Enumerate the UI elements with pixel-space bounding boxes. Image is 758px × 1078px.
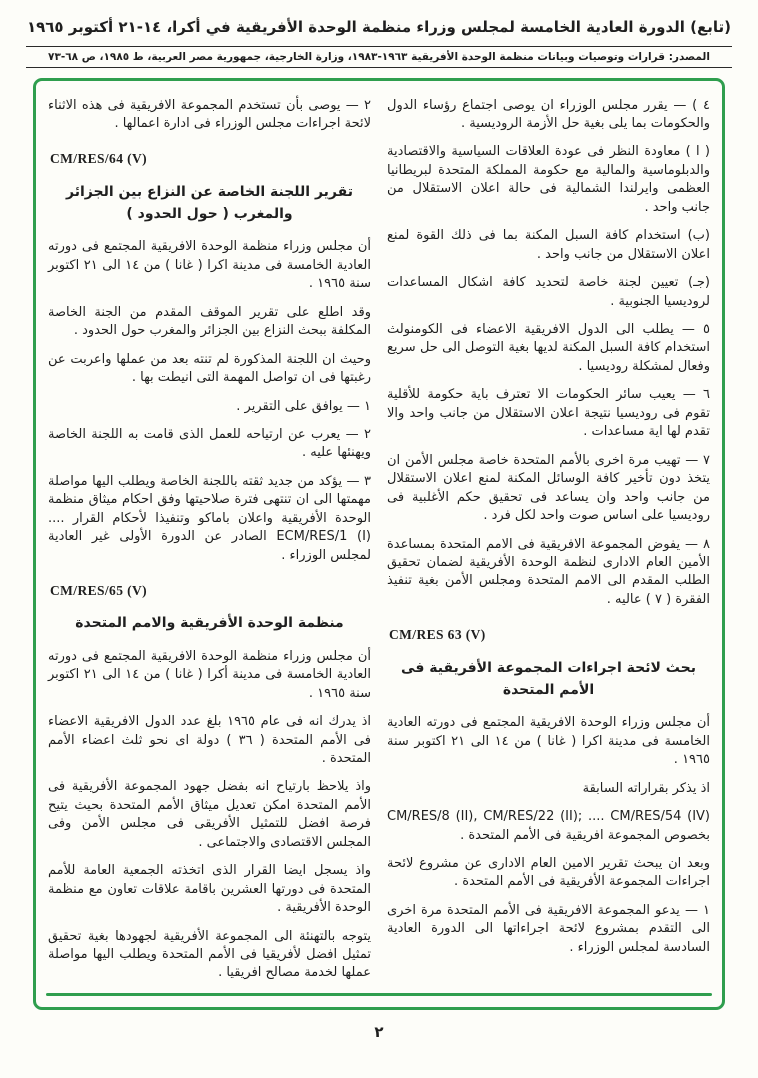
document-title: (تابع) الدورة العادية الخامسة لمجلس وزراء منظمة الوحدة الأفريقية في أكرا، ١٤-٢١ أكتوبر ١٩٦٥	[26, 18, 732, 36]
paragraph: وحيث ان اللجنة المذكورة لم تنته بعد من عملها واعربت عن رغبتها فى ان تواصل المهمة التى انيطت بها .	[48, 351, 371, 386]
resolution-ref: CM/RES/64 (V)	[50, 151, 148, 167]
header-rule-bottom	[26, 67, 732, 68]
paragraph: (جـ) تعيين لجنة خاصة لتحديد كافة اشكال المساعدات لروديسيا الجنوبية .	[387, 275, 710, 309]
paragraph: واذ يلاحظ بارتياح انه بفضل جهود المجموعة الأفريقية فى الأمم المتحدة امكن تعديل ميثاق الأمم المتحدة بحيث يتيح فرصة افضل للتمثيل الأفريقى فى مجلس الأمن وفى المجلس الاقتصادى والاجتماعى .	[48, 779, 371, 850]
green-frame	[33, 78, 725, 1010]
paragraph: ١ — يوافق على التقرير .	[236, 398, 371, 414]
paragraph: ٥ — يطلب الى الدول الافريقية الاعضاء فى الكومنولث استخدام كافة السبل المكنة لديها بغية التوصل الى حل سريع وفعال لمشكلة روديسيا .	[387, 322, 710, 374]
paragraph: يتوجه بالتهنئة الى المجموعة الأفريقية لجهودها بغية تحقيق تمثيل افضل لأفريقيا فى الأمم المتحدة ويطلب اليها مواصلة عملها لخدمة مصالح افريقيا .	[48, 928, 371, 981]
paragraph: ١ — يدعو المجموعة الافريقية فى الأمم المتحدة مرة اخرى الى التقدم بمشروع لائحة اجراءاتها الى الدورة العادية السادسة لمجلس الوزراء .	[387, 902, 710, 955]
paragraph: اذ يدرك انه فى عام ١٩٦٥ بلغ عدد الدول الافريقية الاعضاء فى الأمم المتحدة ( ٣٦ ) دولة اى نحو ثلث اعضاء الأمم المتحدة .	[48, 714, 372, 766]
page-number: ٢	[374, 1022, 384, 1041]
text-columns	[48, 97, 710, 993]
frame-bottom-rule	[46, 993, 712, 996]
paragraph: وقد اطلع على تقرير الموقف المقدم من الجنة الخاصة المكلفة ببحث النزاع بين الجزائر والمغرب حول الحدود .	[48, 304, 371, 339]
document-footer	[0, 1010, 758, 1041]
source-line: المصدر: قرارات وتوصيات وبيانات منظمة الوحدة الأفريقية ١٩٦٣-١٩٨٣، وزارة الخارجية، جمهورية مصر العربية، ط ١٩٨٥، ص ٦٨-٧٣	[48, 50, 710, 63]
paragraph: أن مجلس وزراء منظمة الوحدة الافريقية المجتمع فى دورته العادية الخامسة فى مدينة أكرا ( غانا ) من ١٤ الى ٢١ اكتوبر سنة ١٩٦٥ .	[48, 648, 371, 701]
document-header	[0, 0, 758, 68]
paragraph: (ب) استخدام كافة السبل المكنة بما فى ذلك القوة لمنع اعلان الاستقلال من جانب واحد .	[387, 228, 710, 262]
paragraph: وبعد ان يبحث تقرير الامين العام الادارى عن مشروع لائحة اجراءات المجموعة الأفريقية فى الأمم المتحدة .	[387, 856, 710, 890]
paragraph: ( ا ) معاودة النظر فى عودة العلاقات السياسية والاقتصادية والدبلوماسية والمالية مع حكومة المملكة المتحدة لبريطانيا العظمى وايرلندا الشمالية فى حالة اعلان الاستقلال من جانب واحد .	[387, 144, 710, 215]
paragraph: ٨ — يفوض المجموعة الافريقية فى الامم المتحدة بمساعدة الأمين العام الادارى لنظمة الوحدة الأفريقية لضمان تحقيق الطلب المقدم الى الامم المتحدة ومجلس الأمن بغية تنفيذ الفقرة ( ٧ ) عاليه .	[387, 536, 710, 607]
paragraph: CM/RES/8 (II), CM/RES/22 (II); .... CM/RES/54 (IV) بخصوص المجموعة افريقية فى الأمم المتحدة .	[387, 809, 710, 843]
paragraph: ٦ — يعيب سائر الحكومات الا تعترف باية حكومة للأقلية تقوم فى روديسيا نتيجة اعلان الاستقلال من جانب واحد والا تقدم لها اية مساعدات .	[387, 387, 710, 440]
resolution-heading: بحث لائحة اجراءات المجموعة الأفريقية فى الأمم المتحدة	[401, 659, 696, 698]
paragraph: ٢ — يوصى بأن تستخدم المجموعة الافريقية فى هذه الاثناء لائحة اجراءات مجلس الوزراء فى ادارة اعمالها .	[48, 97, 371, 131]
paragraph: أن مجلس وزراء الوحدة الافريقية المجتمع فى دورته العادية الخامسة فى مدينة اكرا ( غانا ) من ١٤ الى ٢١ اكتوبر سنة ١٩٦٥ .	[387, 715, 710, 768]
paragraph: ٧ — تهيب مرة اخرى بالأمم المتحدة خاصة مجلس الأمن ان يتخذ دون تأخير كافة الوسائل المكنة لمنع اعلان الاستقلال من جانب واحد وان يساعد فى تحقيق حكم الأغلبية فى روديسيا على اساس صوت واحد لكل فرد .	[387, 452, 710, 524]
resolution-ref: CM/RES/65 (V)	[50, 583, 148, 599]
resolution-heading: تقرير اللجنة الخاصة عن النزاع بين الجزائر والمغرب ( حول الحدود )	[66, 183, 353, 222]
paragraph: ٤ ) — يقرر مجلس الوزراء ان يوصى اجتماع رؤساء الدول والحكومات بما يلى بغية حل الأزمة الروديسية .	[387, 97, 710, 131]
column-left	[48, 97, 371, 993]
paragraph: واذ يسجل ايضا القرار الذى اتخذته الجمعية العامة للأمم المتحدة فى دورتها العشرين باقامة علاقات تعاون مع منظمة الوحدة الأفريقية .	[48, 863, 371, 916]
paragraph: ٢ — يعرب عن ارتياحه للعمل الذى قامت به اللجنة الخاصة ويهنئها عليه .	[48, 426, 371, 461]
resolution-ref: CM/RES 63 (V)	[389, 627, 486, 643]
column-right	[387, 97, 710, 993]
paragraph: اذ يذكر بقراراته السابقة	[582, 780, 710, 796]
paragraph: أن مجلس وزراء منظمة الوحدة الافريقية المجتمع فى دورته العادية الخامسة فى مدينة اكرا ( غانا ) من ١٤ الى ٢١ اكتوبر سنة ١٩٦٥ .	[48, 239, 371, 292]
resolution-heading: منظمة الوحدة الأفريقية والامم المتحدة	[75, 615, 344, 632]
paragraph: ٣ — يؤكد من جديد ثقته باللجنة الخاصة ويطلب اليها مواصلة مهمتها الى ان تنتهى فترة صلاحيتها وفق احكام ميثاق منظمة الوحدة الأفريقية واعلان باماكو وتنفيذا لأحكام القرار .... ECM/RES/1 (I) الصادر عن الدورة الأولى غير العادية لمجلس الوزراء .	[48, 473, 371, 563]
